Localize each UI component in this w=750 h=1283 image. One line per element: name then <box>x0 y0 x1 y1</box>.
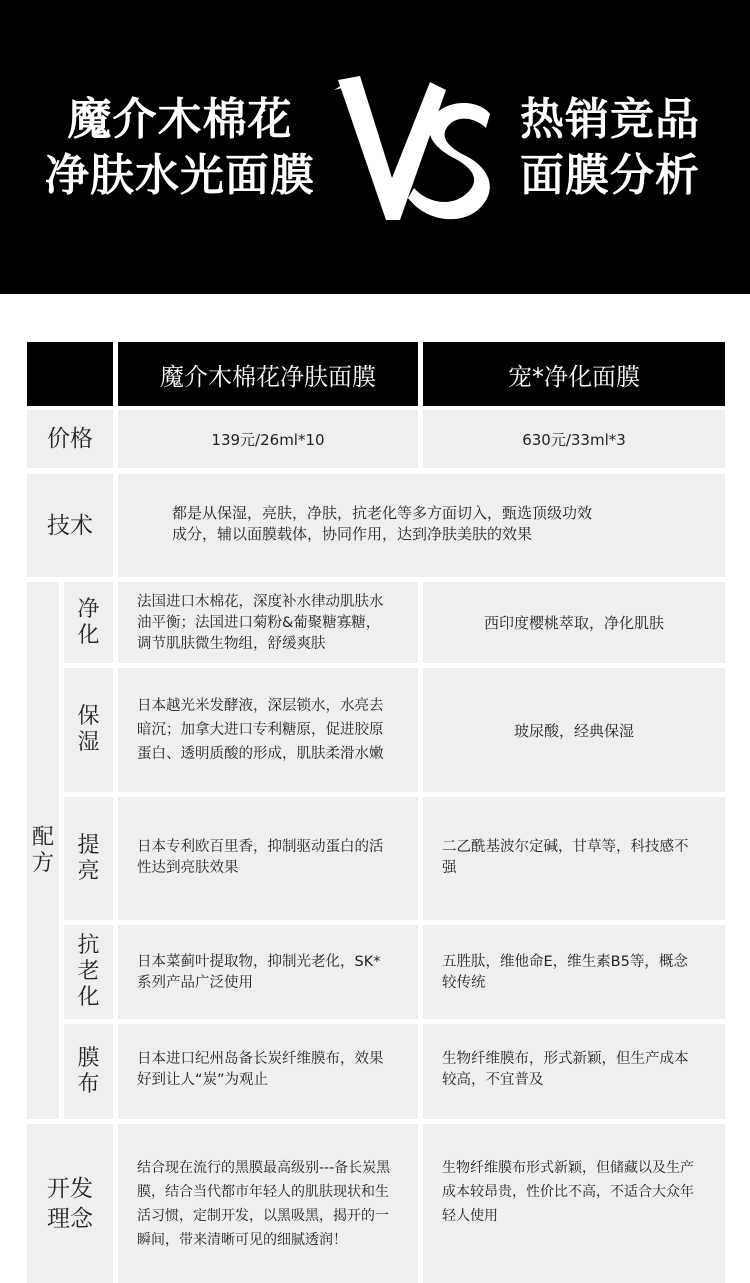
formula-row-label: 提 亮 <box>64 797 113 920</box>
formula-row-label: 保 湿 <box>64 668 113 792</box>
tech-label: 技术 <box>27 474 113 577</box>
vs-logo <box>330 70 500 230</box>
formula-competitor-cell: 二乙酰基波尔定碱，甘草等，科技感不 强 <box>423 797 725 920</box>
concept-competitor-cell: 生物纤维膜布形式新颖，但储藏以及生产 成本较昂贵，性价比不高，不适合大众年 轻人使用 <box>423 1124 725 1283</box>
formula-label-char2: 方 <box>31 850 54 876</box>
concept-product-cell: 结合现在流行的黑膜最高级别---备长炭黑 膜，结合当代都市年轻人的肌肤现状和生 活习惯，定制开发，以黑吸黑，揭开的一 瞬间，带来清晰可见的细腻透润！ <box>118 1124 418 1283</box>
formula-row-label: 抗 老 化 <box>64 925 113 1019</box>
formula-product-cell: 日本进口纪州岛备长炭纤维膜布，效果 好到让人“炭”为观止 <box>118 1024 418 1119</box>
price-label: 价格 <box>27 410 113 468</box>
formula-row-label: 膜 布 <box>64 1024 113 1119</box>
competitor-title-line2: 面膜分析 <box>520 150 700 201</box>
tech-text-line2: 成分，辅以面膜载体，协同作用，达到净肤美肤的效果 <box>172 525 533 543</box>
formula-competitor-cell: 玻尿酸，经典保湿 <box>423 668 725 792</box>
concept-label <box>27 1124 113 1283</box>
concept-label-line2: 理念 <box>47 1205 93 1232</box>
formula-product-cell: 日本越光米发酵液，深层锁水，水亮去 暗沉；加拿大进口专利糖原，促进胶原 蛋白、透明质酸的形成，肌肤柔滑水嫩 <box>118 668 418 792</box>
product-title-line2: 净肤水光面膜 <box>45 150 315 201</box>
price-competitor: 630元/33ml*3 <box>423 410 725 468</box>
formula-label-char1: 配 <box>31 824 54 850</box>
header-competitor: 宠*净化面膜 <box>423 342 725 406</box>
product-title <box>30 92 330 204</box>
formula-label <box>27 582 59 1119</box>
banner <box>0 0 750 294</box>
price-product: 139元/26ml*10 <box>118 410 418 468</box>
tech-text <box>118 474 725 577</box>
competitor-title <box>495 92 725 204</box>
competitor-title-line1: 热销竞品 <box>520 94 700 145</box>
formula-product-cell: 法国进口木棉花，深度补水律动肌肤水 油平衡；法国进口菊粉&葡聚糖寡糖， 调节肌肤微生物组，舒缓爽肤 <box>118 582 418 663</box>
tech-text-line1: 都是从保湿，亮肤，净肤，抗老化等多方面切入，甄选顶级功效 <box>172 504 593 522</box>
formula-competitor-cell: 生物纤维膜布，形式新颖，但生产成本 较高，不宜普及 <box>423 1024 725 1119</box>
formula-competitor-cell: 西印度樱桃萃取，净化肌肤 <box>423 582 725 663</box>
formula-row-label: 净 化 <box>64 582 113 663</box>
formula-product-cell: 日本菜蓟叶提取物，抑制光老化，SK* 系列产品广泛使用 <box>118 925 418 1019</box>
header-product: 魔介木棉花净肤面膜 <box>118 342 418 406</box>
product-title-line1: 魔介木棉花 <box>67 94 293 145</box>
formula-product-cell: 日本专利欧百里香，抑制驱动蛋白的活 性达到亮肤效果 <box>118 797 418 920</box>
header-corner <box>27 342 113 406</box>
concept-label-line1: 开发 <box>47 1175 93 1202</box>
formula-competitor-cell: 五胜肽，维他命E，维生素B5等，概念 较传统 <box>423 925 725 1019</box>
